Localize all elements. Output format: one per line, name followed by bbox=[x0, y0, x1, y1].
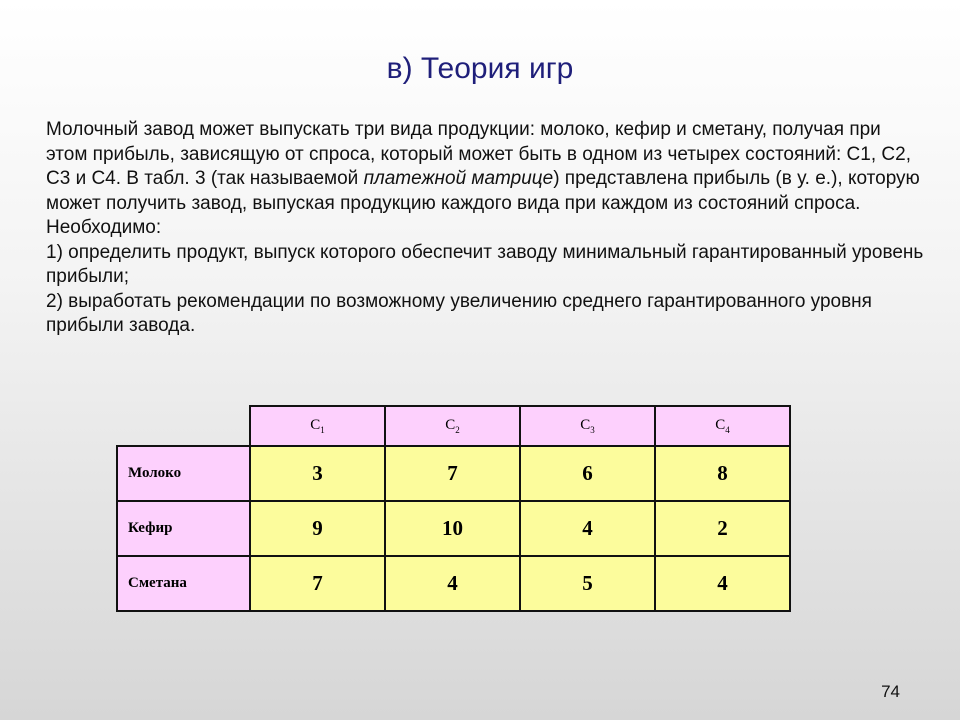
row-label-kefir: Кефир bbox=[117, 501, 250, 556]
col-header-c1 bbox=[250, 406, 385, 446]
table-cell: 9 bbox=[250, 501, 385, 556]
col-header-base: C bbox=[310, 417, 321, 433]
table-cell: 3 bbox=[250, 446, 385, 501]
table-cell: 4 bbox=[655, 556, 790, 611]
table-cell: 8 bbox=[655, 446, 790, 501]
row-label-sour-cream: Сметана bbox=[117, 556, 250, 611]
problem-statement bbox=[46, 118, 926, 339]
col-header-c4 bbox=[655, 406, 790, 446]
table-row bbox=[117, 446, 790, 501]
intro-text-b: ) представлена прибыль (в у. е.), которую может получить завод, выпуская продукцию каждого вида при каждом из состояний спроса. bbox=[46, 168, 920, 214]
corner-cell bbox=[117, 406, 250, 446]
col-header-base: C bbox=[715, 417, 726, 433]
col-header-sub: 4 bbox=[725, 425, 730, 435]
table-cell: 2 bbox=[655, 501, 790, 556]
table-cell: 4 bbox=[385, 556, 520, 611]
table-cell: 5 bbox=[520, 556, 655, 611]
col-header-sub: 3 bbox=[590, 425, 595, 435]
table-row bbox=[117, 501, 790, 556]
payoff-matrix bbox=[116, 405, 791, 612]
table-row bbox=[117, 556, 790, 611]
table-cell: 7 bbox=[385, 446, 520, 501]
intro-text-a: Молочный завод может выпускать три вида продукции: молоко, кефир и сметану, получая при этом прибыль, зависящую от спроса, который может быть в одном из четырех состояний: С1, С2, С3 и С4. В табл. 3 (так называемой bbox=[46, 119, 911, 189]
paragraph-task-1: 1) определить продукт, выпуск которого обеспечит заводу минимальный гарантированный уровень прибыли; bbox=[46, 241, 924, 287]
intro-italic-term: платежной матрице bbox=[363, 168, 554, 189]
page-number: 74 bbox=[881, 682, 900, 701]
col-header-base: C bbox=[580, 417, 591, 433]
paragraph-task-2: 2) выработать рекомендации по возможному увеличению среднего гарантированного уровня прибыли завода. bbox=[46, 290, 872, 336]
paragraph-intro bbox=[46, 118, 926, 216]
col-header-c3 bbox=[520, 406, 655, 446]
table-cell: 6 bbox=[520, 446, 655, 501]
col-header-sub: 1 bbox=[320, 425, 325, 435]
col-header-sub: 2 bbox=[455, 425, 460, 435]
row-label-milk: Молоко bbox=[117, 446, 250, 501]
col-header-base: C bbox=[445, 417, 456, 433]
paragraph-required: Необходимо: bbox=[46, 217, 162, 238]
table-cell: 10 bbox=[385, 501, 520, 556]
table-cell: 7 bbox=[250, 556, 385, 611]
header-row bbox=[117, 406, 790, 446]
table-cell: 4 bbox=[520, 501, 655, 556]
col-header-c2 bbox=[385, 406, 520, 446]
slide-title: в) Теория игр bbox=[386, 52, 574, 85]
